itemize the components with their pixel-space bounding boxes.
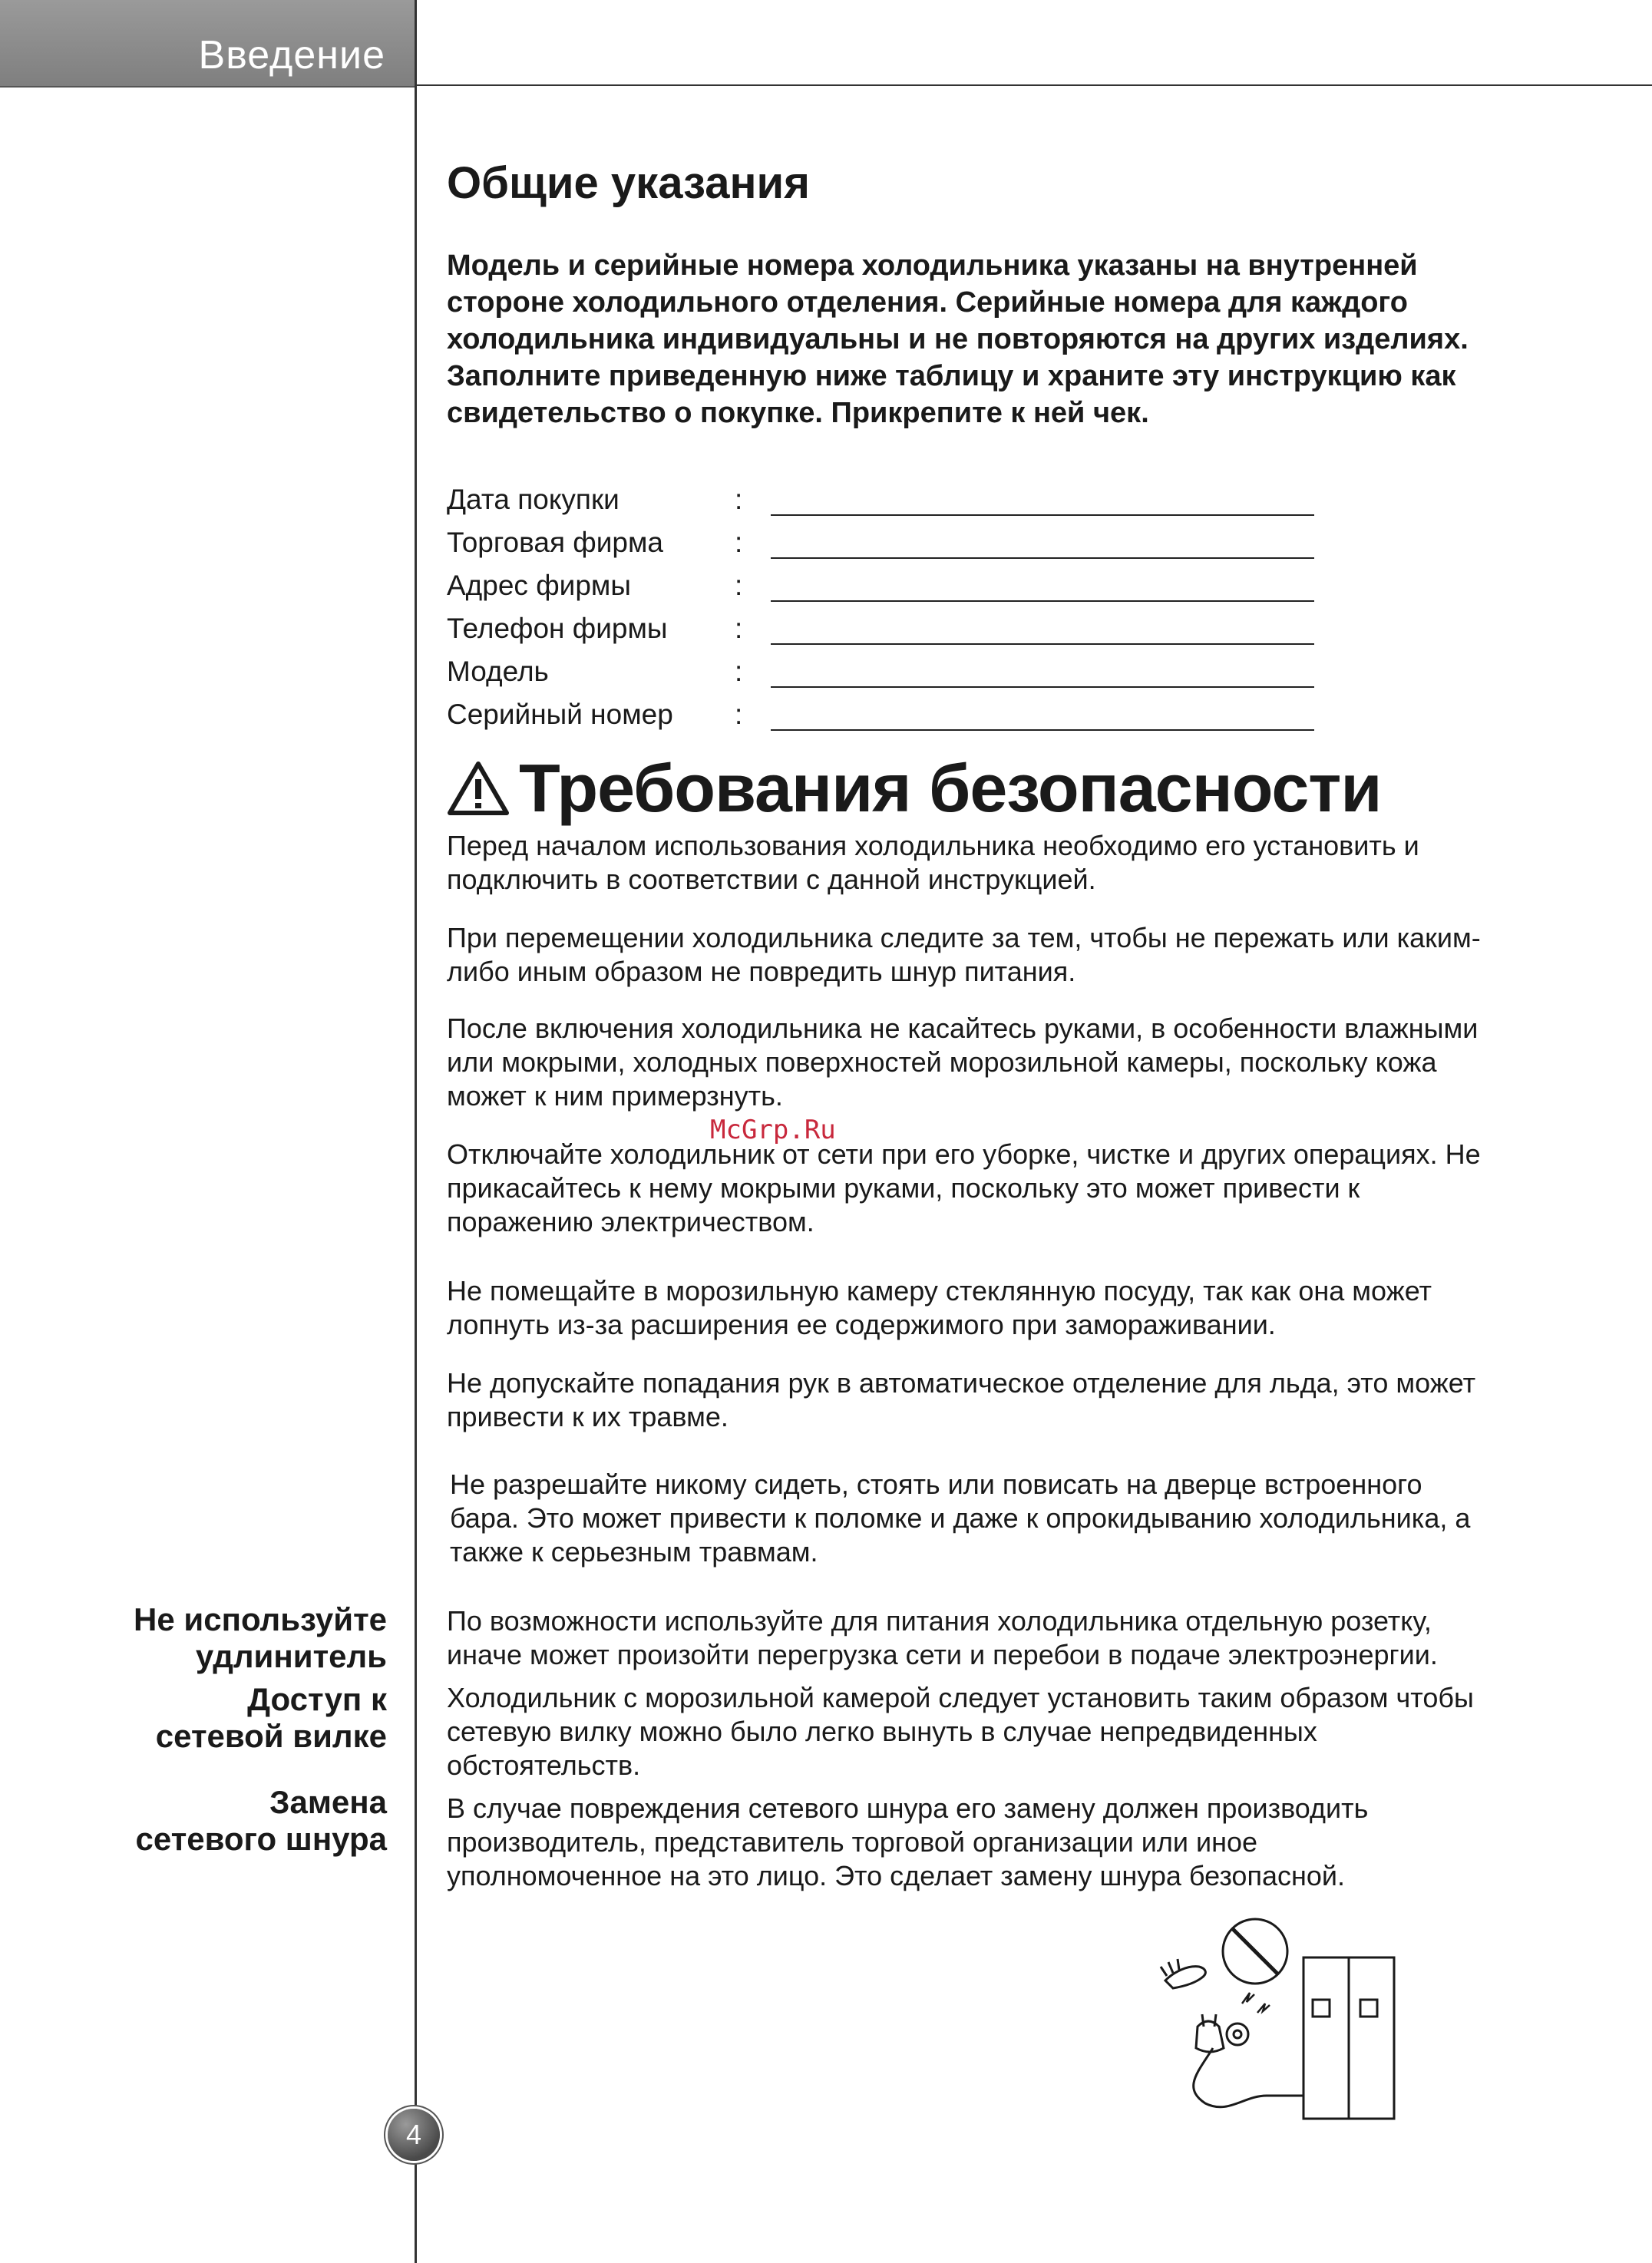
side-label-cord-replacement: Замена сетевого шнура bbox=[135, 1784, 387, 1857]
safety-paragraph: Не разрешайте никому сидеть, стоять или повисать на дверце встроенного бара. Это может привести к поломке и даже к опрокидыванию холодильника, а также к серьезным травмам. bbox=[450, 1468, 1471, 1568]
safety-paragraph-cord-replacement: В случае повреждения сетевого шнура его замену должен производить производитель, представитель торговой организации или иное уполномоченное на это лицо. Это сделает замену шнура безопасной. bbox=[447, 1792, 1369, 1891]
safety-paragraph: Не допускайте попадания рук в автоматическое отделение для льда, это может привести к их травме. bbox=[447, 1367, 1476, 1432]
form-colon: : bbox=[735, 570, 743, 601]
power-cord bbox=[1194, 2048, 1303, 2107]
safety-title-text: Требования безопасности bbox=[519, 750, 1382, 826]
general-intro: Модель и серийные номера холодильника указаны на внутренней стороне холодильного отделения. Серийные номера для каждого холодильника индивидуальны и не повторяются на других изделиях. Заполните приведенную ниже таблицу и храните эту инструкцию как свидетельство о покупке. Прикрепите к ней чек. bbox=[447, 249, 1469, 429]
form-label: Модель bbox=[447, 656, 549, 687]
safety-title bbox=[447, 749, 1382, 828]
form-colon: : bbox=[735, 527, 743, 558]
form-fill-line bbox=[771, 686, 1314, 688]
safety-paragraph: После включения холодильника не касайтесь руками, в особенности влажными или мокрыми, холодных поверхностей морозильной камеры, поскольку кожа может к ним примерзнуть. bbox=[447, 1013, 1479, 1112]
form-label: Телефон фирмы bbox=[447, 613, 668, 644]
form-row-store bbox=[447, 527, 1314, 570]
form-row-serial bbox=[447, 699, 1314, 742]
safety-paragraph-extension-cord: По возможности используйте для питания холодильника отдельную розетку, иначе может произойти перегрузка сети и перебои в подаче электроэнергии. bbox=[447, 1605, 1438, 1670]
side-label-no-extension: Не используйте удлинитель bbox=[134, 1601, 387, 1674]
form-label: Адрес фирмы bbox=[447, 570, 631, 601]
form-label: Серийный номер bbox=[447, 699, 673, 730]
plug-shape bbox=[1196, 2021, 1224, 2052]
section-header-label: Введение bbox=[198, 33, 385, 78]
section-header-tab bbox=[0, 0, 415, 88]
warning-triangle-icon bbox=[447, 761, 510, 816]
form-fill-line bbox=[771, 729, 1314, 731]
form-row-purchase-date bbox=[447, 484, 1314, 527]
page-number: 4 bbox=[388, 2109, 440, 2161]
header-divider bbox=[415, 84, 1652, 86]
form-row-store-address bbox=[447, 570, 1314, 613]
form-row-store-phone bbox=[447, 613, 1314, 656]
form-label: Торговая фирма bbox=[447, 527, 663, 558]
safety-paragraph: Отключайте холодильник от сети при его уборке, чистке и других операциях. Не прикасайтесь к нему мокрыми руками, поскольку это может привести к поражению электричеством. bbox=[447, 1138, 1481, 1237]
side-label-plug-access: Доступ к сетевой вилке bbox=[155, 1681, 387, 1754]
safety-paragraph-plug-access: Холодильник с морозильной камерой следует установить таким образом чтобы сетевую вилку можно было легко вынуть в случае непредвиденных обстоятельств. bbox=[447, 1682, 1474, 1781]
unplug-warning-illustration bbox=[1151, 1911, 1405, 2134]
form-colon: : bbox=[735, 613, 743, 644]
safety-paragraph: Не помещайте в морозильную камеру стеклянную посуду, так как она может лопнуть из-за расширения ее содержимого при замораживании. bbox=[447, 1275, 1432, 1340]
form-fill-line bbox=[771, 600, 1314, 602]
form-fill-line bbox=[771, 557, 1314, 559]
form-colon: : bbox=[735, 656, 743, 687]
form-label: Дата покупки bbox=[447, 484, 620, 515]
safety-paragraph: Перед началом использования холодильника необходимо его установить и подключить в соответствии с данной инструкцией. bbox=[447, 830, 1419, 895]
form-row-model bbox=[447, 656, 1314, 699]
form-fill-line bbox=[771, 643, 1314, 645]
form-colon: : bbox=[735, 484, 743, 515]
general-title: Общие указания bbox=[447, 158, 811, 208]
watermark: McGrp.Ru bbox=[710, 1115, 836, 1145]
form-colon: : bbox=[735, 699, 743, 730]
form-fill-line bbox=[771, 514, 1314, 516]
column-divider bbox=[415, 0, 417, 2263]
safety-paragraph: При перемещении холодильника следите за тем, чтобы не пережать или каким- либо иным образом не повредить шнур питания. bbox=[447, 922, 1481, 987]
